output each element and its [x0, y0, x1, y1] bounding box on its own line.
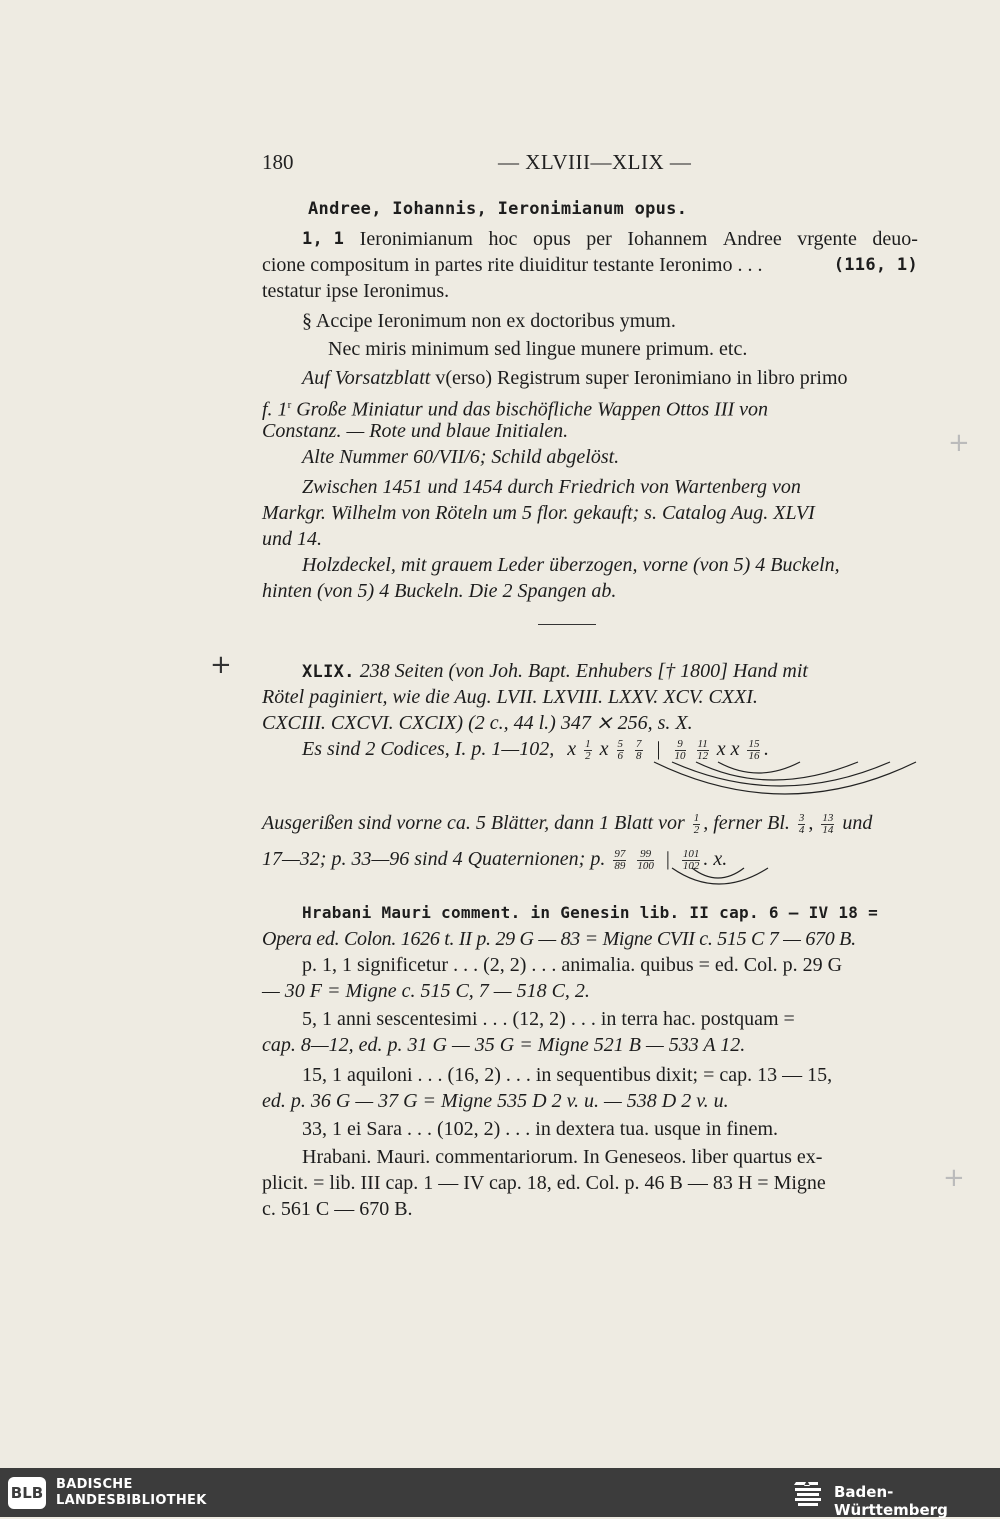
incipit-line-2 — [262, 252, 918, 278]
edition-line: Opera ed. Colon. 1626 t. II p. 29 G — 83 = Migne CVII c. 515 C 7 — 670 B. — [262, 928, 856, 950]
explicit-line: c. 561 C — 670 B. — [262, 1198, 413, 1220]
old-number-line: Alte Nummer 60/VII/6; Schild abgelöst. — [302, 446, 620, 468]
fraction: $\frac{15}{16}$ — [748, 737, 760, 762]
fraction: $\frac{5}{6}$ — [617, 737, 623, 762]
provenance-line: Markgr. Wilhelm von Röteln um 5 flor. gekauft; s. Catalog Aug. XLVI — [262, 502, 815, 524]
fraction: $\frac{11}{12}$ — [697, 737, 709, 762]
verse-line: Nec miris minimum sed lingue munere primum. etc. — [328, 338, 748, 360]
section-header-line — [302, 658, 808, 685]
collation-text: , ferner Bl. — [703, 812, 790, 834]
provenance-line: Zwischen 1451 und 1454 durch Friedrich von Wartenberg von — [302, 476, 801, 498]
blb-name — [56, 1477, 207, 1509]
work-title: Hrabani Mauri comment. in Genesin lib. II cap. 6 — IV 18 = — [302, 903, 879, 922]
hrabanus-title-line — [302, 900, 918, 926]
collation-text: Ausgerißen sind vorne ca. 5 Blätter, dann 1 Blatt vor — [262, 812, 685, 834]
blb-name-line: BADISCHE — [56, 1477, 133, 1492]
section-desc-line: Rötel paginiert, wie die Aug. LVII. LXVIII. LXXV. XCV. CXXI. — [262, 686, 758, 708]
fraction: $\frac{99}{100}$ — [637, 847, 654, 872]
word: opus — [532, 228, 571, 250]
collation-text: . x. — [703, 848, 728, 870]
binding-line: Holzdeckel, mit grauem Leder überzogen, vorne (von 5) 4 Buckeln, — [302, 554, 840, 576]
incipit-text: cione compositum in partes rite diuiditur testante Ieronimo . . . — [262, 254, 763, 276]
collation-text: und — [842, 812, 873, 834]
explicit-line: plicit. = lib. III cap. 1 — IV cap. 18, ed. Col. p. 46 B — 83 H = Migne — [262, 1172, 826, 1194]
verse-line: § Accipe Ieronimum non ex doctoribus ymum. — [302, 310, 676, 332]
page-number: 180 — [262, 150, 294, 174]
fraction: $\frac{101}{102}$ — [682, 847, 700, 872]
incipit-entry-line: — 30 F = Migne c. 515 C, 7 — 518 C, 2. — [262, 980, 590, 1002]
bw-name[interactable]: Baden-Württemberg — [834, 1483, 948, 1519]
fraction: $\frac{1}{2}$ — [693, 811, 700, 836]
incipit-line-3: testatur ipse Ieronimus. — [262, 280, 450, 302]
collation-text: 17—32; p. 33—96 sind 4 Quaternionen; p. — [262, 848, 606, 870]
incipit-entry-line: 5, 1 anni sescentesimi . . . (12, 2) . . . in terra hac. postquam = — [302, 1008, 795, 1030]
incipit-entry-line: cap. 8—12, ed. p. 31 G — 35 G = Migne 521 B — 533 A 12. — [262, 1034, 746, 1056]
binding-line: hinten (von 5) 4 Buckeln. Die 2 Spangen ab. — [262, 580, 617, 602]
fraction: $\frac{9}{10}$ — [674, 737, 686, 762]
fraction: $\frac{3}{4}$ — [798, 811, 805, 836]
section-desc-line: CXCIII. CXCVI. CXCIX) (2 c., 44 l.) 347 ⨯ 256, s. X. — [262, 712, 693, 734]
quaternion-line: 17—32; p. 33—96 sind 4 Quaternionen; p. $\frac{97}{89}$ $\frac{99}{100}$ | $\frac{101}{102}$ . x. — [262, 847, 728, 872]
blb-name-line: LANDESBIBLIOTHEK — [56, 1493, 207, 1508]
margin-cross-faint: + — [943, 1163, 965, 1193]
vorsatzblatt-line — [302, 365, 848, 391]
word: Iohannem — [627, 228, 708, 250]
fraction: $\frac{97}{89}$ — [614, 847, 626, 872]
word: vrgente — [797, 228, 857, 250]
margin-cross-faint: + — [948, 428, 970, 458]
incipit-entry-line: ed. p. 36 G — 37 G = Migne 535 D 2 v. u. — 538 D 2 v. u. — [262, 1090, 729, 1112]
folio-sup: r — [287, 399, 292, 411]
incipit-entry-line: 33, 1 ei Sara . . . (102, 2) . . . in dextera tua. usque in finem. — [302, 1118, 778, 1140]
collation-text: Es sind 2 Codices, I. p. 1—102, — [302, 738, 555, 760]
incipit-entry-line: 15, 1 aquiloni . . . (16, 2) . . . in sequentibus dixit; = cap. 13 — 15, — [302, 1064, 833, 1086]
incipit-line-1 — [302, 226, 918, 252]
word: Ieronimianum — [359, 228, 473, 250]
explicit-line: Hrabani. Mauri. commentariorum. In Geneseos. liber quartus ex- — [302, 1146, 823, 1168]
quaternion-arcs — [668, 866, 778, 890]
incipit-entry-line: p. 1, 1 significetur . . . (2, 2) . . . animalia. quibus = ed. Col. p. 29 G — [302, 954, 843, 976]
word: per — [586, 228, 612, 250]
incipit-ref: 1, 1 — [302, 229, 345, 249]
word: hoc — [488, 228, 518, 250]
fraction: $\frac{1}{2}$ — [585, 737, 591, 762]
incipit-ref: (116, 1) — [833, 255, 918, 275]
word: Andree — [722, 228, 782, 250]
section-title: Andree, Iohannis, Ieronimianum opus. — [308, 199, 688, 219]
folio-ref: f. 1 — [262, 398, 288, 421]
section-divider — [538, 624, 596, 625]
note-label: Auf Vorsatzblatt — [302, 367, 431, 389]
collation-line: Es sind 2 Codices, I. p. 1—102, x $\frac{1}{2}$ x $\frac{5}{6}$ $\frac{7}{8}$ | $\frac{9}{10}$ $\frac{11}{12}$ x x $\frac{15}{16}$ . — [302, 737, 769, 762]
blb-logo[interactable]: BLB — [8, 1477, 46, 1509]
fraction: $\frac{13}{14}$ — [822, 811, 834, 836]
fraction: $\frac{7}{8}$ — [636, 737, 642, 762]
missing-leaves-line: Ausgerißen sind vorne ca. 5 Blätter, dann 1 Blatt vor $\frac{1}{2}$ , ferner Bl. $\frac{3}{4}$ , $\frac{13}{14}$ und — [262, 811, 873, 836]
note-text: Große Miniatur und das bischöfliche Wappen Ottos III von — [296, 398, 769, 421]
word: deuo- — [872, 228, 918, 250]
footer-bar — [0, 1468, 1000, 1517]
collation-arcs — [640, 758, 930, 808]
bleed-through — [862, 200, 866, 220]
folio-note-line: Constanz. — Rote und blaue Initialen. — [262, 420, 569, 442]
section-desc: 238 Seiten (von Joh. Bapt. Enhubers [† 1800] Hand mit — [359, 660, 808, 682]
margin-cross: + — [210, 650, 232, 680]
note-text: v(erso) Registrum super Ieronimiano in libro primo — [435, 367, 848, 389]
provenance-line: und 14. — [262, 528, 322, 550]
baden-wuerttemberg-lions-icon — [792, 1478, 824, 1508]
running-title: — XLVIII—XLIX — — [498, 150, 692, 174]
section-number: XLIX. — [302, 662, 355, 682]
